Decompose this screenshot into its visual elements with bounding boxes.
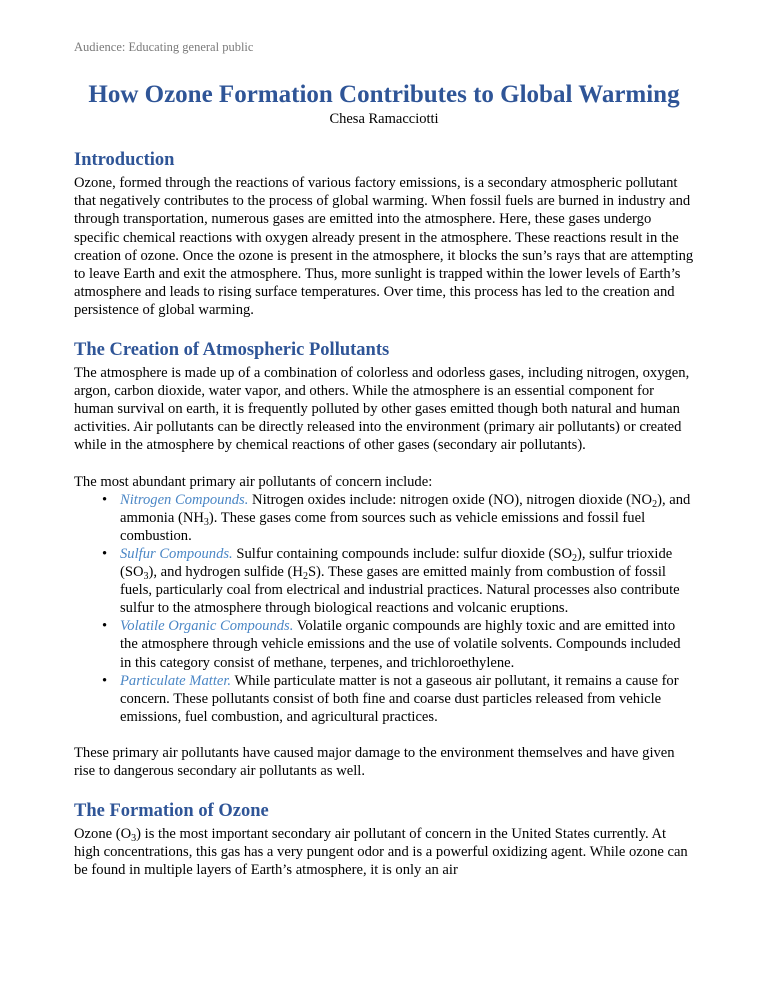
list-item bbox=[102, 617, 694, 671]
list-intro: The most abundant primary air pollutants of concern include: bbox=[74, 473, 433, 490]
list-item-text: ), sulfur trioxide (SO bbox=[120, 545, 673, 581]
subscript: 3 bbox=[131, 833, 137, 845]
section-heading-formation: The Formation of Ozone bbox=[74, 801, 269, 822]
creation-paragraph: The atmosphere is made up of a combination of colorless and odorless gases, including nitrogen, oxygen, argon, carbon dioxide, water vapor, and others. While the atmosphere is an essential component for human survival on earth, it is frequently polluted by other gases emitted though both natural and human activities. Air pollutants can be directly released into the environment (primary air pollutants) or created while in the atmosphere by chemical reactions of other gases (secondary air pollutants). bbox=[74, 365, 690, 454]
list-item-term: Volatile Organic Compounds. bbox=[120, 618, 294, 635]
list-item-text: ), and ammonia (NH bbox=[120, 491, 691, 526]
list-item bbox=[102, 545, 694, 617]
audience-note: Audience: Educating general public bbox=[74, 40, 254, 54]
subscript: 2 bbox=[652, 498, 658, 510]
formation-text: Ozone (O bbox=[74, 826, 132, 843]
section-heading-creation: The Creation of Atmospheric Pollutants bbox=[74, 339, 390, 360]
list-item-text: ). These gases come from sources such as vehicle emissions and fossil fuel combustion. bbox=[120, 509, 646, 544]
list-item-term: Nitrogen Compounds. bbox=[120, 491, 249, 508]
creation-closing-paragraph: These primary air pollutants have caused major damage to the environment themselves and have given rise to dangerous secondary air pollutants as well. bbox=[74, 744, 675, 779]
subscript: 2 bbox=[571, 552, 577, 564]
bullet-icon: • bbox=[102, 618, 108, 635]
list-item-text: S). These gases are emitted mainly from combustion of fossil fuels, particularly coal from electrical and industrial practices. Natural processes also contribute sulfur to the atmosphere through biological reactions and volcanic eruptions. bbox=[120, 564, 680, 617]
page-title: How Ozone Formation Contributes to Global Warming bbox=[88, 81, 680, 108]
list-item bbox=[102, 491, 694, 545]
list-item-term: Particulate Matter. bbox=[120, 672, 232, 689]
pollutant-list bbox=[74, 491, 694, 726]
list-item bbox=[102, 672, 694, 726]
subscript: 3 bbox=[203, 516, 209, 528]
section-heading-introduction: Introduction bbox=[74, 150, 175, 171]
bullet-icon: • bbox=[102, 672, 108, 689]
introduction-paragraph: Ozone, formed through the reactions of various factory emissions, is a secondary atmospheric pollutant that negatively contributes to the process of global warming. When fossil fuels are burned in industry and through transportation, numerous gases are emitted into the atmosphere. Here, these gases undergo specific chemical reactions with oxygen already present in the atmosphere. These reactions result in the creation of ozone. Once the ozone is present in the atmosphere, it blocks the sun’s rays that are attempting to leave Earth and exit the atmosphere. Thus, more sunlight is trapped within the lower levels of Earth’s atmosphere and leads to rising surface temperatures. Over time, this process has led to the creation and persistence of global warming. bbox=[74, 175, 694, 318]
subscript: 3 bbox=[143, 571, 149, 583]
bullet-icon: • bbox=[102, 545, 108, 562]
list-item-text: Sulfur containing compounds include: sulfur dioxide (SO bbox=[232, 545, 572, 562]
list-item-text: While particulate matter is not a gaseous air pollutant, it remains a cause for concern. These pollutants consist of both fine and coarse dust particles released from vehicle emissions, fuel combustion, and agricultural practices. bbox=[120, 672, 679, 725]
list-item-text: Volatile organic compounds are highly toxic and are emitted into the atmosphere through vehicle emissions and the use of volatile solvents. Compounds included in this category consist of methane, terpenes, and trichloroethylene. bbox=[120, 618, 681, 671]
formation-paragraph bbox=[74, 825, 694, 879]
list-item-text: Nitrogen oxides include: nitrogen oxide (NO), nitrogen dioxide (NO bbox=[248, 491, 653, 508]
subscript: 2 bbox=[302, 571, 308, 583]
author-name: Chesa Ramacciotti bbox=[329, 111, 439, 128]
formation-text: ) is the most important secondary air pollutant of concern in the United States currently. At high concentrations, this gas has a very pungent odor and is a powerful oxidizing agent. While ozone can be found in multiple layers of Earth’s atmosphere, it is only an air bbox=[74, 826, 688, 879]
list-item-text: ), and hydrogen sulfide (H bbox=[148, 564, 303, 581]
list-item-term: Sulfur Compounds. bbox=[120, 545, 233, 562]
bullet-icon: • bbox=[102, 491, 108, 508]
